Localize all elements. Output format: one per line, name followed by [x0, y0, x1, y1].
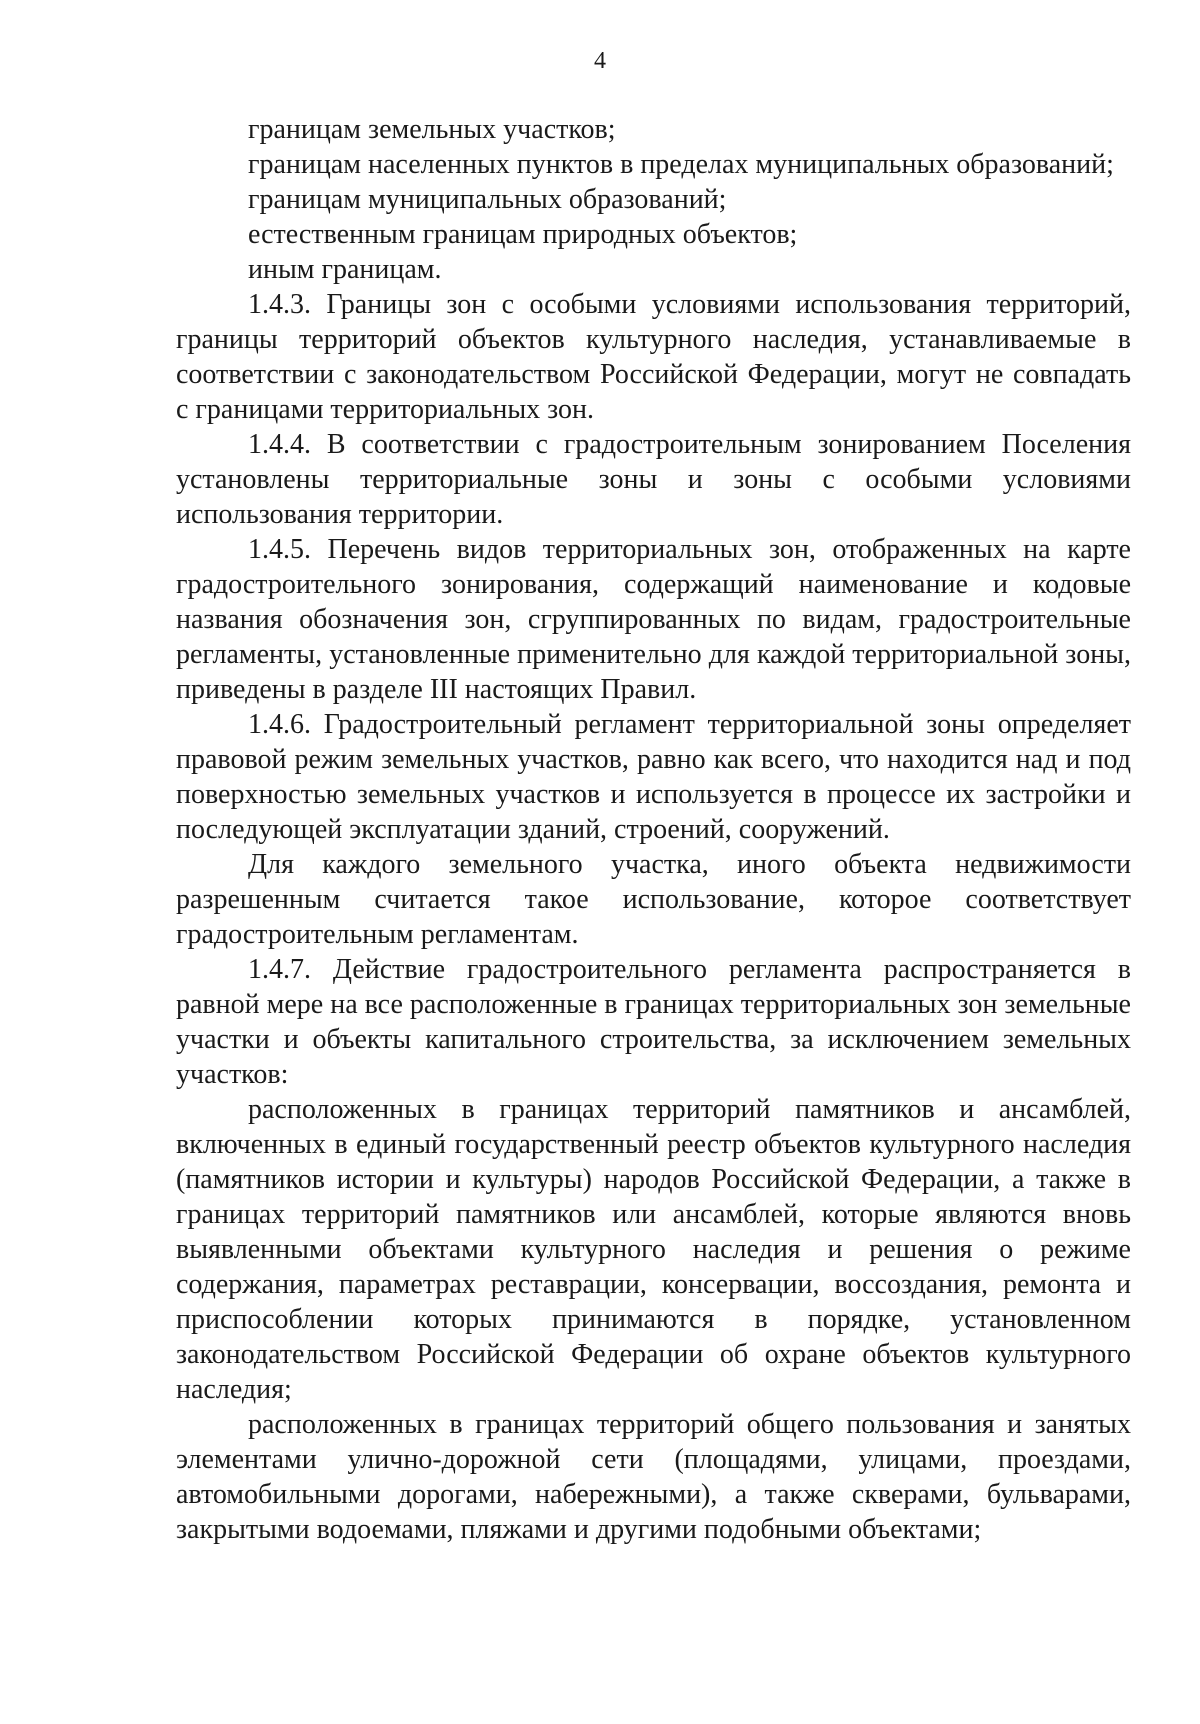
paragraph-1-4-7: 1.4.7. Действие градостроительного регламента распространяется в равной мере на все расположенные в границах территориальных зон земельные участки и объекты капитального строительства, за исключением земельных участков:: [176, 954, 1131, 1090]
paragraph-land-plots: границам земельных участков;: [248, 114, 616, 145]
paragraph-1-4-3: 1.4.3. Границы зон с особыми условиями использования территорий, границы территорий объектов культурного наследия, устанавливаемые в соответствии с законодательством Российской Федерации, могут не совпадать с границами территориальных зон.: [176, 289, 1131, 425]
paragraph-permitted-use: Для каждого земельного участка, иного объекта недвижимости разрешенным считается такое использование, которое соответствует градостроительным регламентам.: [176, 849, 1131, 950]
paragraph-1-4-4: 1.4.4. В соответствии с градостроительным зонированием Поселения установлены территориальные зоны и зоны с особыми условиями использования территории.: [176, 429, 1131, 530]
paragraph-public-territories: расположенных в границах территорий общего пользования и занятых элементами улично-дорожной сети (площадями, улицами, проездами, автомобильными дорогами, набережными), а также скверами, бульварами, закрытыми водоемами, пляжами и другими подобными объектами;: [176, 1409, 1131, 1545]
document-body: [176, 112, 1131, 1547]
paragraph-heritage-territories: расположенных в границах территорий памятников и ансамблей, включенных в единый государственный реестр объектов культурного наследия (памятников истории и культуры) народов Российской Федерации, а также в границах территорий памятников или ансамблей, которые являются вновь выявленными объектами культурного наследия и решения о режиме содержания, параметрах реставрации, консервации, воссоздания, ремонта и приспособлении которых принимаются в порядке, установленном законодательством Российской Федерации об охране объектов культурного наследия;: [176, 1094, 1131, 1405]
paragraph-other-borders: иным границам.: [248, 254, 442, 285]
paragraph-1-4-6: 1.4.6. Градостроительный регламент территориальной зоны определяет правовой режим земельных участков, равно как всего, что находится над и под поверхностью земельных участков и используется в процессе их застройки и последующей эксплуатации зданий, строений, сооружений.: [176, 709, 1131, 845]
paragraph-1-4-5: 1.4.5. Перечень видов территориальных зон, отображенных на карте градостроительного зонирования, содержащий наименование и кодовые названия обозначения зон, сгруппированных по видам, градостроительные регламенты, установленные применительно для каждой территориальной зоны, приведены в разделе III настоящих Правил.: [176, 534, 1131, 705]
page-number: 4: [594, 48, 606, 74]
paragraph-municipalities: границам муниципальных образований;: [248, 184, 727, 215]
paragraph-natural-objects: естественным границам природных объектов;: [248, 219, 798, 250]
paragraph-settlements: границам населенных пунктов в пределах муниципальных образований;: [248, 149, 1114, 180]
